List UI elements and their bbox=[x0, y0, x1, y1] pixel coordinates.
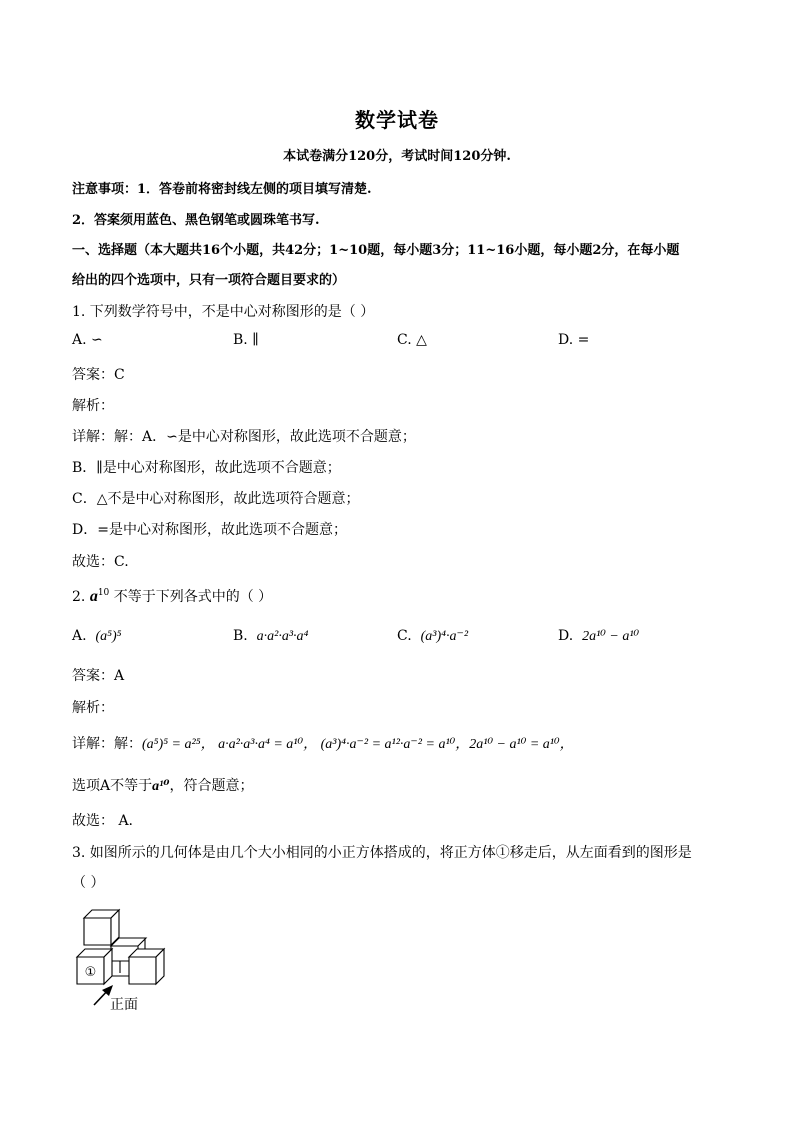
q2-option-c bbox=[397, 628, 468, 645]
q2-number: 2. bbox=[72, 589, 86, 605]
q3-cube-figure bbox=[72, 905, 172, 1017]
q2-option-d-math: 2a¹⁰ − a¹⁰ bbox=[582, 629, 640, 644]
q1-answer: 答案：C bbox=[72, 367, 125, 383]
q2-choice-math: a¹⁰ bbox=[152, 779, 170, 794]
q1-option-a: A. ∽ bbox=[72, 332, 103, 348]
q2-option-c-math: (a³)⁴·a⁻² bbox=[420, 629, 469, 644]
q3-stem-line1: 3. 如图所示的几何体是由几个大小相同的小正方体搭成的，将正方体①移走后，从左面看到的图形是 bbox=[72, 845, 692, 861]
q1-option-c: C. △ bbox=[397, 332, 427, 348]
q2-option-c-label: C. bbox=[397, 628, 412, 644]
q2-choice-prefix: 选项A不等于 bbox=[72, 778, 153, 794]
q1-stem: 1. 下列数学符号中，不是中心对称图形的是（ ） bbox=[72, 304, 375, 320]
q1-detail-1: 详解：解：A．∽是中心对称图形，故此选项不合题意； bbox=[72, 429, 416, 445]
q2-conclusion: 故选： A. bbox=[72, 813, 134, 829]
q2-stem-text: 不等于下列各式中的（ ） bbox=[113, 589, 273, 605]
cube-label-1: ① bbox=[84, 965, 97, 980]
notice-1: 注意事项：1．答卷前将密封线左侧的项目填写清楚. bbox=[72, 182, 372, 197]
q2-option-b bbox=[233, 628, 308, 645]
q2-detail bbox=[72, 733, 574, 753]
section-heading-line1: 一、选择题（本大题共16个小题，共42分；1~10题，每小题3分；11~16小题，每小题2分，在每小题 bbox=[72, 243, 680, 258]
q2-stem-base: a bbox=[89, 588, 98, 605]
q2-detail-prefix: 详解：解： bbox=[72, 736, 142, 752]
q1-conclusion: 故选：C. bbox=[72, 554, 129, 570]
q1-detail-2: B．∥是中心对称图形，故此选项不合题意； bbox=[72, 460, 341, 476]
q2-choice-suffix: ，符合题意； bbox=[169, 778, 254, 794]
q2-analysis-label: 解析： bbox=[72, 700, 114, 716]
q2-option-a bbox=[72, 628, 122, 645]
q3-stem-line2: （ ） bbox=[72, 875, 105, 891]
q2-option-a-label: A. bbox=[72, 628, 87, 644]
q2-option-b-label: B. bbox=[233, 628, 248, 644]
page-title: 数学试卷 bbox=[355, 108, 439, 132]
q2-answer: 答案：A bbox=[72, 668, 125, 684]
q1-detail-4: D．=是中心对称图形，故此选项不合题意； bbox=[72, 522, 347, 538]
cube-stack-drawing bbox=[72, 905, 172, 1017]
q2-stem bbox=[72, 586, 272, 606]
q1-detail-3: C．△不是中心对称图形，故此选项符合题意； bbox=[72, 491, 360, 507]
q2-option-a-math: (a⁵)⁵ bbox=[95, 629, 122, 644]
notice-2: 2．答案须用蓝色、黑色钢笔或圆珠笔书写. bbox=[72, 213, 320, 228]
q1-analysis-label: 解析： bbox=[72, 398, 114, 414]
q2-choice bbox=[72, 775, 253, 795]
q1-option-b: B. ∥ bbox=[233, 332, 259, 348]
front-view-label: 正面 bbox=[110, 997, 138, 1013]
q1-option-d: D. = bbox=[558, 332, 590, 348]
q2-option-d-label: D. bbox=[558, 628, 574, 644]
page-subtitle: 本试卷满分120分，考试时间120分钟. bbox=[283, 149, 511, 164]
q2-stem-exp: 10 bbox=[97, 588, 110, 598]
q2-detail-math: (a⁵)⁵ = a²⁵， a·a²·a³·a⁴ = a¹⁰， (a³)⁴·a⁻² = a¹²·a⁻² = a¹⁰，2a¹⁰ − a¹⁰ = a¹⁰， bbox=[142, 737, 574, 752]
section-heading-line2: 给出的四个选项中，只有一项符合题目要求的） bbox=[72, 273, 346, 288]
q2-option-d bbox=[558, 628, 639, 645]
q2-option-b-math: a·a²·a³·a⁴ bbox=[256, 629, 309, 644]
